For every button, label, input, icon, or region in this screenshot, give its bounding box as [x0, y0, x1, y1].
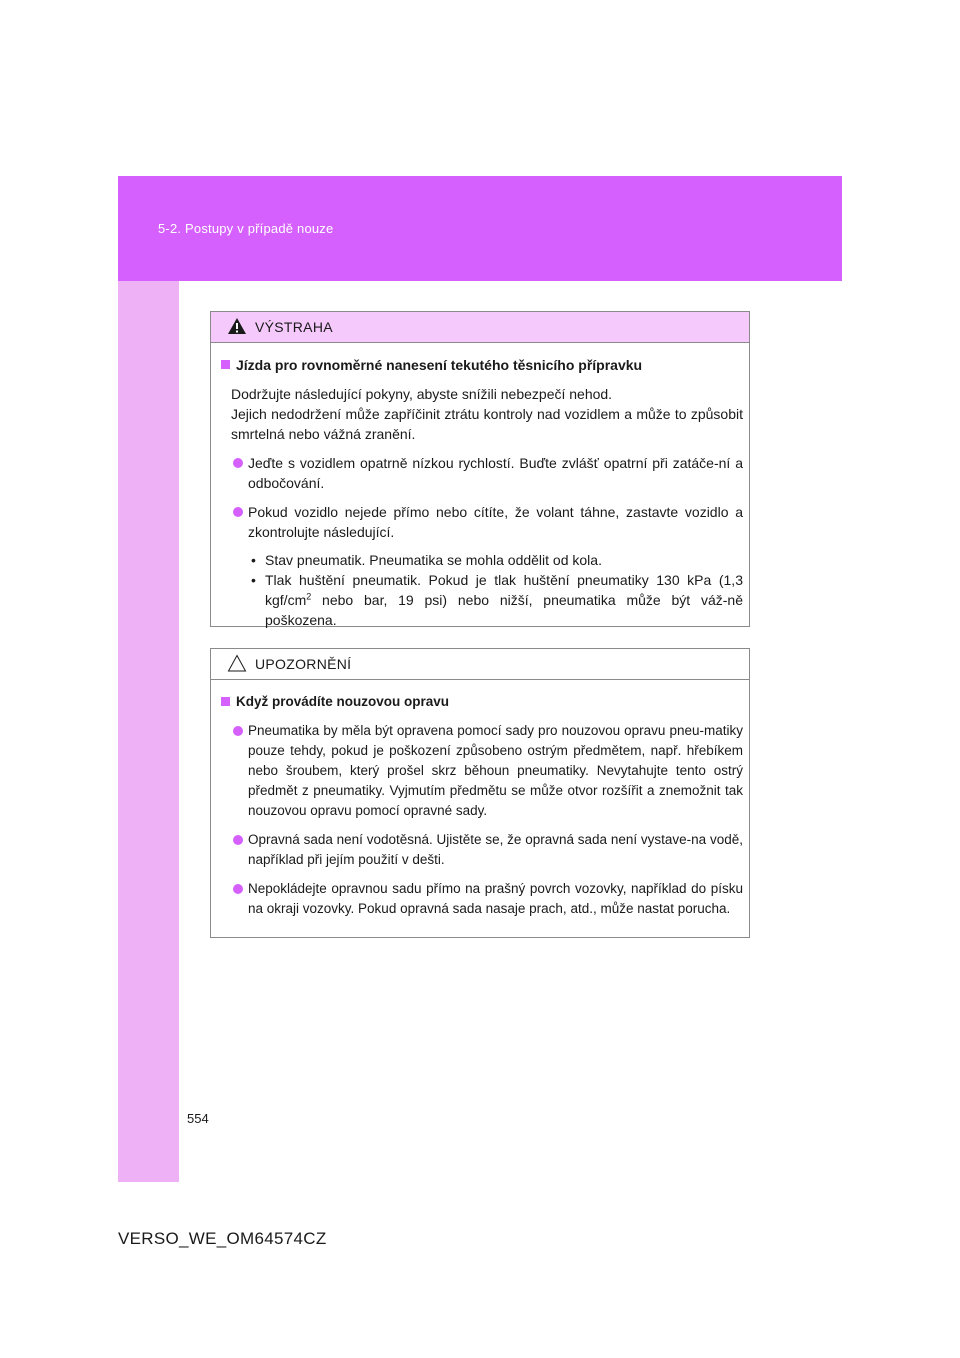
warning-heading: Jízda pro rovnoměrné nanesení tekutého těsnicího přípravku	[221, 355, 743, 375]
warning-header	[211, 312, 749, 343]
sublist-item: • Stav pneumatik. Pneumatika se mohla oddělit od kola.	[251, 552, 602, 568]
circle-bullet-icon	[233, 507, 243, 517]
warning-intro-1: Dodržujte následující pokyny, abyste snížili nebezpečí nehod.	[231, 386, 613, 402]
sublist-item: • Tlak huštění pneumatik. Pokud je tlak huštění pneumatiky 130 kPa (1,3 kgf/$cm^2$ nebo bar, 19 psi) nebo nižší, pneumatika může být váž-ně poškozena.	[251, 572, 743, 628]
section-title: 5-2. Postupy v případě nouze	[158, 221, 334, 236]
warning-triangle-filled-icon	[227, 317, 247, 335]
warning-bullet: Jeďte s vozidlem opatrně nízkou rychlostí. Buďte zvlášť opatrní při zatáče-ní a odbočování.	[221, 453, 743, 493]
page-number: 554	[187, 1111, 209, 1126]
circle-bullet-icon	[233, 835, 243, 845]
warning-title: VÝSTRAHA	[255, 319, 333, 335]
caution-heading: Když provádíte nouzovou opravu	[221, 692, 743, 712]
doc-code: VERSO_WE_OM64574CZ	[118, 1229, 327, 1248]
warning-triangle-outline-icon	[227, 654, 247, 672]
caution-bullet: Nepokládejte opravnou sadu přímo na prašný povrch vozovky, například do písku na okraji vozovky. Pokud opravná sada nasaje prach, atd., může nastat porucha.	[221, 879, 743, 919]
side-strip	[118, 176, 179, 1182]
square-bullet-icon	[221, 360, 230, 369]
circle-bullet-icon	[233, 458, 243, 468]
warning-intro-2: Jejich nedodržení může zapříčinit ztrátu kontroly nad vozidlem a může to způsobit smrtelná nebo vážná zranění.	[231, 406, 743, 442]
warning-box	[210, 311, 750, 627]
square-bullet-icon	[221, 697, 230, 706]
caution-bullet: Pneumatika by měla být opravena pomocí sady pro nouzovou opravu pneu-matiky pouze tehdy, pokud je poškození způsobeno ostrým předmětem, např. hřebíkem nebo šroubem, který prošel skrz běhoun pneumatiky. Nevytahujte tento ostrý předmět z pneumatiky. Vyjmutím předmětu se může otvor rozšířit a znemožnit tak nouzovou opravu pomocí opravné sady.	[221, 721, 743, 821]
warning-body	[211, 343, 749, 630]
caution-header	[211, 649, 749, 680]
caution-bullet: Opravná sada není vodotěsná. Ujistěte se, že opravná sada není vystave-na vodě, například při jejím použití v dešti.	[221, 830, 743, 870]
circle-bullet-icon	[233, 726, 243, 736]
caution-title: UPOZORNĚNÍ	[255, 656, 352, 672]
warning-bullet: Pokud vozidlo nejede přímo nebo cítíte, že volant táhne, zastavte vozidlo a zkontrolujte následující.	[221, 502, 743, 542]
warning-sublist	[221, 550, 743, 630]
caution-body	[211, 680, 749, 919]
circle-bullet-icon	[233, 884, 243, 894]
caution-box	[210, 648, 750, 938]
